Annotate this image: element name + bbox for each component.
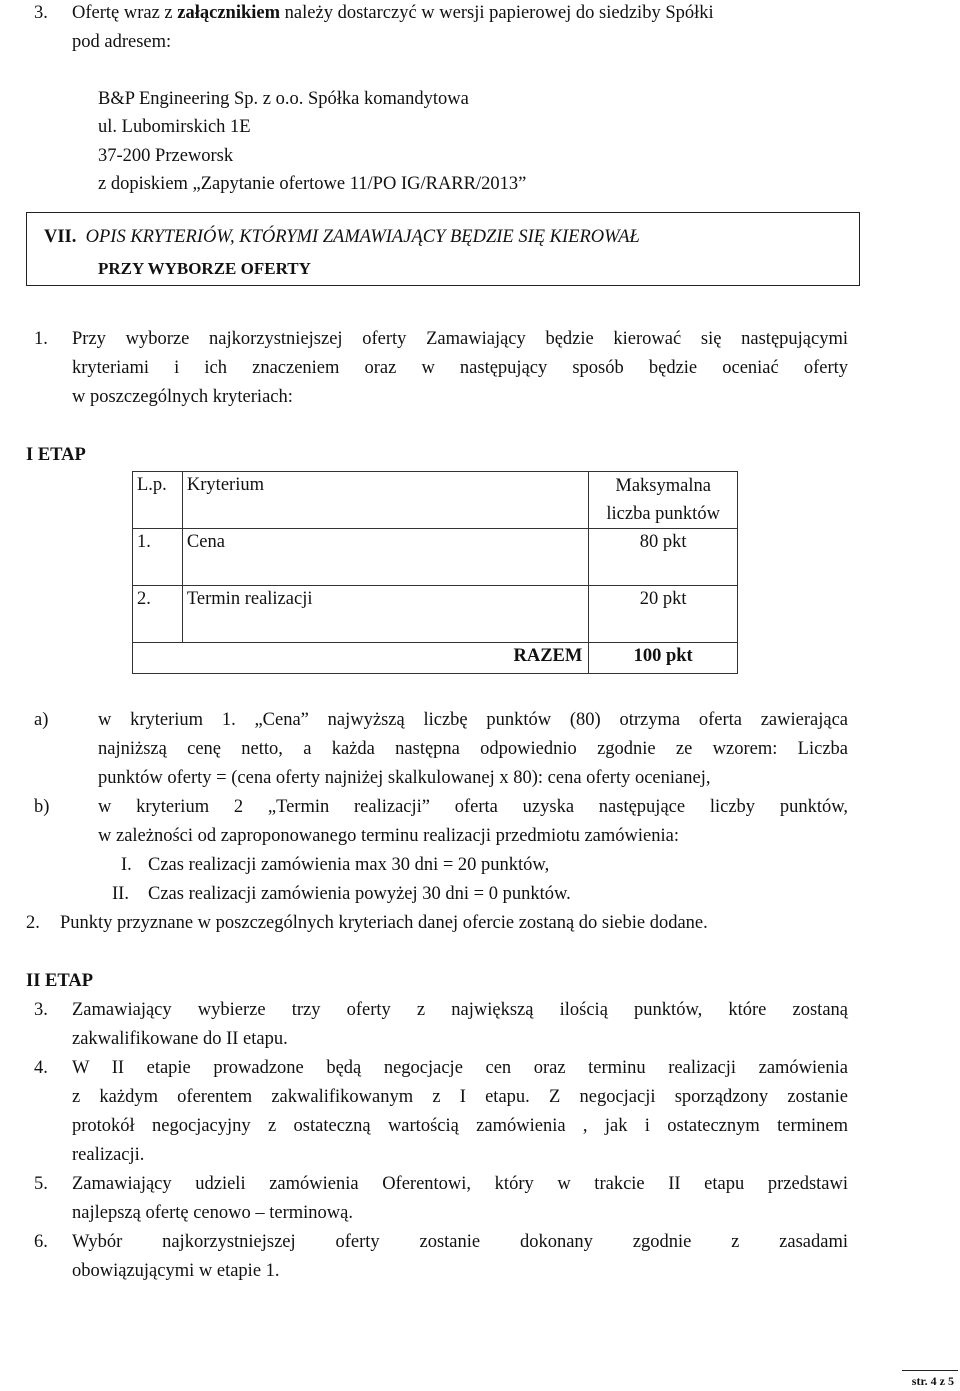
item-3-text [72, 2, 714, 24]
item-5-line: najlepszą ofertę cenowo – terminową. [72, 1203, 353, 1223]
section-title-line2: PRZY WYBORZE OFERTY [98, 259, 311, 278]
table-total-label: RAZEM [133, 643, 589, 674]
criteria-a-line-text: w kryterium 1. „Cena” najwyższą liczbę punktów (80) otrzyma oferta zawierająca [98, 710, 848, 730]
table-total-value: 100 pkt [589, 643, 738, 674]
item-4-line-text: z każdym oferentem zakwalifikowanym z I etapu. Z negocjacji sporządzony zostanie [72, 1087, 848, 1107]
page-number: str. 4 z 5 [902, 1370, 958, 1389]
table-cell: Cena [182, 529, 588, 586]
item-3b-line-text: Zamawiający wybierze trzy oferty z największą ilością punktów, które zostaną [72, 1000, 848, 1020]
criteria-b-sub-text: Czas realizacji zamówienia powyżej 30 dni = 0 punktów. [148, 884, 571, 904]
item-5-line-text: Zamawiający udzieli zamówienia Oferentowi, który w trakcie II etapu przedstawi [72, 1174, 848, 1194]
address-line: z dopiskiem „Zapytanie ofertowe 11/PO IG/RARR/2013” [98, 174, 527, 194]
table-cell: 1. [133, 529, 183, 586]
criteria-table [132, 471, 738, 674]
etap-1-heading: I ETAP [26, 445, 86, 465]
criteria-b-line [98, 796, 848, 818]
item-4-line-text: protokół negocjacyjny z ostateczną wartością zamówienia , jak i ostatecznym terminem [72, 1116, 848, 1136]
item-6-line [72, 1231, 848, 1253]
address-line: 37-200 Przeworsk [98, 146, 234, 166]
section-heading [44, 226, 640, 248]
item-6-line: obowiązującymi w etapie 1. [72, 1261, 280, 1281]
table-header-row [133, 472, 738, 529]
table-header-cell: Maksymalna liczba punktów [589, 472, 738, 529]
table-cell: 20 pkt [589, 586, 738, 643]
etap-2-heading: II ETAP [26, 971, 93, 991]
item-3-line2: pod adresem: [72, 32, 172, 52]
item-1-line [72, 328, 848, 350]
address-line: ul. Lubomirskich 1E [98, 117, 251, 137]
address-line: B&P Engineering Sp. z o.o. Spółka komandytowa [98, 89, 469, 109]
criteria-b-sub-number: I. [121, 855, 132, 875]
table-header-cell: L.p. [133, 472, 183, 529]
table-cell: Termin realizacji [182, 586, 588, 643]
section-number: VII. [44, 227, 77, 247]
item-3-number: 3. [34, 3, 48, 23]
item-4-number: 4. [34, 1058, 48, 1078]
item-6-number: 6. [34, 1232, 48, 1252]
table-cell: 80 pkt [589, 529, 738, 586]
table-total-row [133, 643, 738, 674]
criteria-b-line-text: w kryterium 2 „Termin realizacji” oferta uzyska następujące liczby punktów, [98, 797, 848, 817]
item-4-line [72, 1057, 848, 1079]
criteria-b-label: b) [34, 797, 50, 817]
item-3-bold: załącznikiem [177, 3, 281, 23]
item-6-line-text: Wybór najkorzystniejszej oferty zostanie dokonany zgodnie z zasadami [72, 1232, 848, 1252]
item-3b-number: 3. [34, 1000, 48, 1020]
criteria-b-line: w zależności od zaproponowanego terminu realizacji przedmiotu zamówienia: [98, 826, 679, 846]
item-1-line-text: Przy wyborze najkorzystniejszej oferty Zamawiający będzie kierować się następującymi [72, 329, 848, 349]
item-5-number: 5. [34, 1174, 48, 1194]
item-4-line: realizacji. [72, 1145, 145, 1165]
item-3b-line [72, 999, 848, 1021]
section-title: OPIS KRYTERIÓW, KTÓRYMI ZAMAWIAJĄCY BĘDZIE SIĘ KIEROWAŁ [85, 227, 640, 247]
criteria-a-line: punktów oferty = (cena oferty najniżej skalkulowanej x 80): cena oferty ocenianej, [98, 768, 711, 788]
criteria-b-sub-text: Czas realizacji zamówienia max 30 dni = 20 punktów, [148, 855, 550, 875]
item-1-number: 1. [34, 329, 48, 349]
item-1-line [72, 357, 848, 379]
item-2-text: Punkty przyznane w poszczególnych kryteriach danej ofercie zostaną do siebie dodane. [60, 913, 708, 933]
item-3-text-b: należy dostarczyć w wersji papierowej do siedziby Spółki [280, 3, 714, 23]
criteria-a-line-text: najniższą cenę netto, a każda następna odpowiednio zgodnie ze wzorem: Liczba [98, 739, 848, 759]
table-cell: 2. [133, 586, 183, 643]
table-row [133, 586, 738, 643]
item-4-line [72, 1115, 848, 1137]
item-4-line [72, 1086, 848, 1108]
item-1-line-text: kryteriami i ich znaczeniem oraz w następujący sposób będzie oceniać oferty [72, 358, 848, 378]
criteria-b-sub-number: II. [112, 884, 129, 904]
table-row [133, 529, 738, 586]
item-4-line-text: W II etapie prowadzone będą negocjacje cen oraz terminu realizacji zamówienia [72, 1058, 848, 1078]
item-3-text-a: Ofertę wraz z [72, 3, 178, 23]
item-3b-line: zakwalifikowane do II etapu. [72, 1029, 288, 1049]
criteria-a-line [98, 738, 848, 760]
table-header-cell: Kryterium [182, 472, 588, 529]
criteria-a-line [98, 709, 848, 731]
item-5-line [72, 1173, 848, 1195]
criteria-a-label: a) [34, 710, 49, 730]
item-1-line: w poszczególnych kryteriach: [72, 387, 293, 407]
item-2-number: 2. [26, 913, 40, 933]
